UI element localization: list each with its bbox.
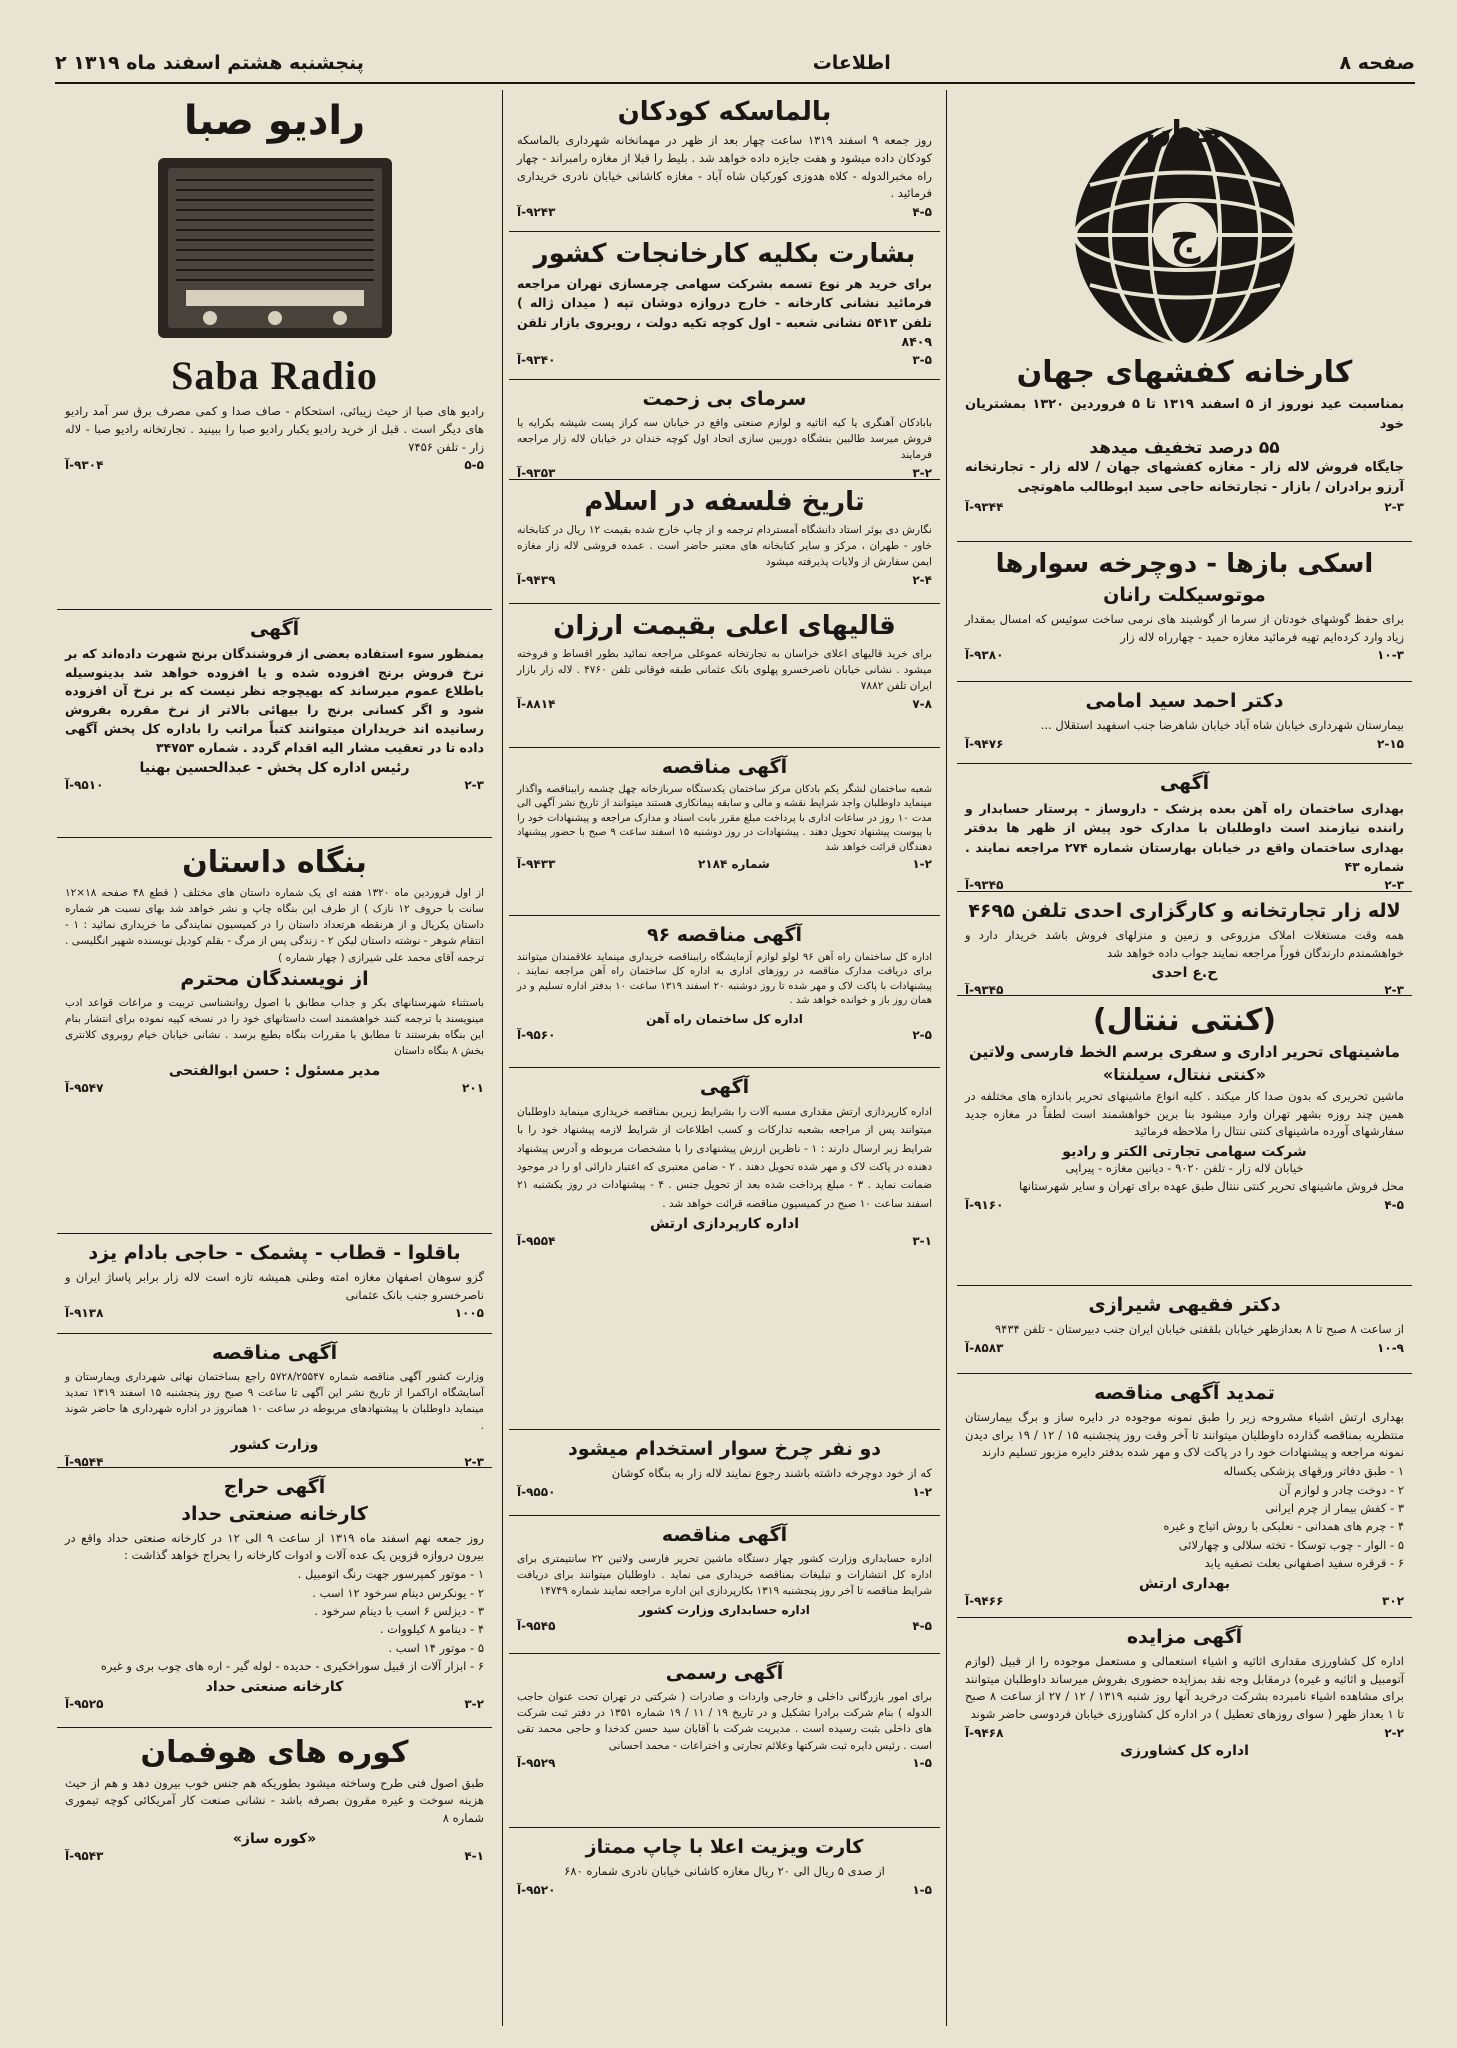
official-body: برای امور بازرگانی داخلی و خارجی واردات و صادرات ( شرکتی در تهران تحت عنوان حاجب الدوله ) بنام شرکت برادرا تشکیل و در تاریخ ۱۹ / ۱۱ / ۱۹ شماره ۱۳۵۱ در دفتر ثبت شرکت های داخلی بثبت رسیده است . مدیریت شرکت با آقایان سید حسن کدخدا و حاجی محمد تقی است . رئیس دایره ثبت شرکتها وعلائم تجارتی و اختراعات - محمد احسانی [517,1690,932,1752]
health-notice-ad [957,764,1412,892]
notice-title: آگهی [1159,772,1210,794]
radio-ad [57,90,492,610]
tender1-body: شعبه ساختمان لشگر یکم بادکان مرکز ساختمان یکدستگاه سربازخانه چهل چشمه راببناقصه واگذار مینماید داوطلبان واجد شرایط نقشه و مالی و سابقه پیمانکاری هستند میتوانند از تاریخ نشر آگهی الی مدت ۱۰ روز در ساعات اداری با پرداخت مبلغ مقرر بابت اسناد و مدارک مراجعه و پیشنهادات خود را با پیوست پیشنهاد تحویل دهند . پیشنهادات در روز دوشنبه ۱۵ اسفند ساعت ۹ صبح با حضور پیشنهاد دهندگان قرائت خواهد شد [517,783,933,853]
story-body2: باستثناء شهرستانهای بکر و جذاب مطابق با اصول روانشناسی تربیت و مراعات قواعد ادب مینویسند با ترجمه کنند خواهشمند است داستانهای خود را در نسخه کپیه نموده برای انتشار بنام این بنگاه بفرستند تا مطابق با مقررات بنگاه بطبع برسد . نشانی خیابان خیام روبروی کلانتری بخش ۸ بنگاه داستان [65,996,484,1058]
list-item: ۶ - قرقره سفید اصفهانی بعلت تصفیه یابد [1204,1556,1404,1571]
ad-code: ۴-۵ ۹۵۴۵-آ [517,1618,932,1633]
ad-code: ۱۰-۹ ۸۵۸۳-آ [965,1340,1404,1355]
ad-code: ۳-۲ ۹۵۲۵-آ [65,1696,484,1711]
list-item: ۶ - ابزار آلات از قبیل سوراخکیری - حدیده - لوله گیر - اره های چوب بری و غیره [100,1659,484,1674]
carpets-title: قالیهای اعلی بقیمت ارزان [553,611,896,641]
story-subtitle: از نویسندگان محترم [180,967,369,990]
list-item: ۵ - موتور ۱۴ اسب . [388,1640,484,1655]
doctor-body: بیمارستان شهرداری خیابان شاه آباد خیابان شاهرضا جنب اسفهبد استقلال ... [1040,717,1404,732]
auction2-subtitle: کارخانه صنعتی حداد [181,1502,368,1525]
tender2-title: آگهی مناقصه [661,1524,788,1546]
carpets-body: برای خرید قالیهای اعلای خراسان به تجارتخانه عموغلی مراجعه نمائید بطور اقساط و فروخته میشود . نشانی خیابان ناصرخسرو پهلوی بانک عثمانی طبقه فوقانی تلفن ۴۷۶۰ . لاله زار بازار ایران تلفن ۷۸۸۲ [517,647,932,693]
tender-ext-body: بهداری ارتش اشیاء مشروحه زیر را طبق نمونه موجوده در دایره ساز و برگ بیمارستان منتظریه بمناقصه گذارده داوطلبان میتوانند تا آخر وقت روز پنجشنبه ۱۵ / ۱۲ / ۱۹ برای دیدن نمونه مراجعه و پیشنهادات خود را در پاکت لاک و مهر شده بدفتر دایره مزبور تسلیم دارند [965,1409,1404,1460]
official-title: آگهی رسمی [665,1662,784,1684]
auction2-signature: کارخانه صنعتی حداد [205,1678,344,1695]
left-column [57,90,492,2026]
bikes-title: اسکی بازها - دوچرخه سوارها [995,549,1374,579]
notice-body: بهداری ساختمان راه آهن بعده پزشک - داروساز - پرستار حسابدار و راننده نیازمند است داوطلبان با مدارک خود پیش از ظهر ها بدفتر بهداری ساختمان واقع در خیابان بهارستان شماره ۲۷۴ مراجعه نمایند . شماره ۴۳ [965,800,1404,874]
auction-signature: اداره کل کشاورزی [1120,1743,1249,1760]
rice-body: بمنظور سوء استفاده بعضی از فروشندگان برنج شهرت داده‌اند که بر نرخ فروش برنج افزوده شده و یا افزوده خواهد شد بدینوسیله باطلاع عموم میرساند که بهیچوجه نظر نیست که بر نرخ آن افزوده شود و اگر کسانی برنج را بیهائی بالاتر از نرخ مقرره بفروش رسانیده اند خریداران میتوانند کتباً مراتب را باداره کل پخش آگهی داده تا در تعقیب مشار الیه اقدام گردد . شماره ۳۴۷۵۳ [65,645,484,755]
trade-title: لاله زار تجارتخانه و کارگزاری احدی تلفن ۴۶۹۵ [968,900,1401,922]
auction-ad [957,1618,1412,1798]
masquerade-body: روز جمعه ۹ اسفند ۱۳۱۹ ساعت چهار بعد از ظهر در مهمانخانه شهرداری بالماسکه کودکان داده میشود و هفت جایزه داده خواهد شد . بلیط را قبلا از مغازه رامبراند - چهار راه مخبرالدوله - کلاه هدوزی کورکیان شاه آباد - مغازه کاشانی خیابان نادری خریداری فرمائید . [517,132,932,201]
doctor-ad [957,682,1412,764]
factories-title: بشارت بکلیه کارخانجات کشور [533,239,916,269]
philosophy-body: نگارش دی بوئر استاد دانشگاه آمستردام ترجمه و از چاپ خارج شده بقیمت ۱۲ ریال در کتابخانه خاور - طهران ، مرکز و سایر کتابخانه های معتبر حاضر است . عمده فروشی لاله زار مغازه ایمن سفارش از ولایات پذیرفته میشود [517,523,932,569]
tender1-ad [509,748,940,916]
svg-text:ج: ج [1169,209,1200,263]
masquerade-title: بالماسکه کودکان [617,97,832,127]
masquerade-ad [509,90,940,232]
bikes-subtitle: موتوسیکلت رانان [1103,583,1266,606]
philosophy-ad [509,480,940,604]
shoes-title: کارخانه کفشهای جهان [1016,355,1353,390]
shoes-discount: ۵۵ درصد تخفیف میدهد [1089,437,1280,458]
trade-signature: ح.ع احدی [1151,965,1218,982]
sweets-title: باقلوا - قطاب - پشمک - حاجی بادام یزد [88,1242,461,1264]
tender3-body: وزارت کشور آگهی مناقصه شماره ۵۷۲۸/۲۵۵۴۷ راجع بساختمان نهائی شهرداری ویمارستان و آسایشگاه اراکمرا از تاریخ نشر این آگهی تا ساعت ۹ صبح روز پنجشنبه ۱۵ اسفند ۱۳۱۹ تمدید مینماید داوطلبان با پیشنهادهای مربوطه در ساعت ۱۰ همانروز در اداره شهرداری ها حاضر شوند . [65,1370,484,1432]
middle-column [502,90,947,2026]
notice2-body: اداره کارپردازی ارتش مقداری مسبه آلات را بشرایط زیرین بمناقصه خریداری مینماید داوطلبان میتوانند پس از مراجعه بشعبه تدارکات و کسب اطلاعات از شرایط لازمه پیشنهاد خود را با شرایط زیر ارسال دارند : ۱ - ناظرین ارزش پیشنهادی را با مشخصات مربوطه و آدرس پیشنهاد دهنده در پاکت لاک و مهر شده تحویل دهند . ۲ - ضامن معتبری که اعتبار دارائی او را در موجود ضمانت نماید . ۳ - مبلغ پرداخت شده بعد از تحویل جنس . ۴ - پیشنهادات در روز یکشنبه ۲۱ اسفند ساعت ۱۰ صبح در کمیسیون مناقصه قرائت خواهد شد . [517,1105,932,1210]
notice2-signature: اداره کارپردازی ارتش [649,1216,800,1233]
auction2-ad [57,1468,492,1728]
list-item: ۴ - چرم های همدانی - نعلبکی با روش اتیاج و غیره [1163,1519,1404,1534]
ad-code: ۱۰-۳ ۹۳۸۰-آ [965,648,1404,663]
ad-code: ۴-۵ ۹۱۶۰-آ [965,1197,1404,1212]
doctor-title: دکتر احمد سید امامی [1085,690,1284,712]
tender96-signature: اداره کل ساختمان راه آهن [646,1011,803,1026]
svg-text:جهان: جهان [1145,115,1224,150]
ad-code: ۵-۵ ۹۳۰۴-آ [65,458,484,473]
winter-body: بابادکان آهنگری یا کیه اثاثیه و لوازم صنعتی واقع در خیابان سه کراز پست شیشه بکرایه یا فروش میرسد طالبین بنشگاه دوربین سازی اتحاد اول کوچه خندان در خیابان لاله زار مراجعه فرمایند [517,416,932,462]
tender2-signature: اداره حسابداری وزارت کشور [639,1602,810,1617]
story-body: از اول فروردین ماه ۱۳۲۰ هفته ای یک شماره داستان های مختلف ( قطع ۴۸ صفحه ۱۸×۱۲ سانت با حروف ۱۲ نازک ) از طرف این بنگاه چاپ و نشر خواهد شد بهای نسبت هر شماره داستان یکریال و از هرنقطه هرتعداد داستان را در کمیسیون نمایندگی ما خریداری نمائید : ۱ - انتقام شوهر - نوشته داستان لیکن ۲ - زندگی پس از مرگ - بقلم کودیل نویسنده شهیر انگلیسی . ترجمه آقای محمد علی شیرازی ( چهار شماره ) [65,886,484,964]
cards-body: از صدی ۵ ریال الی ۲۰ ریال مغازه کاشانی خیابان نادری شماره ۶۸۰ [564,1863,885,1878]
list-item: ۲ - یونکرس دینام سرخود ۱۲ اسب . [312,1585,484,1600]
right-column [957,90,1412,2026]
trade-ad [957,892,1412,996]
cards-ad [509,1828,940,1920]
trade-body: همه وقت مستغلات املاک مزروعی و زمین و منزلهای فروش باشد خریدار دارد و خواهشمندم دارندگان فوراً مراجعه نمایند جواب داده خواهد شد [965,927,1404,960]
rice-ad [57,610,492,838]
tender-ext-title: تمدید آگهی مناقصه [1094,1382,1275,1404]
doctor2-title: دکتر فقیهی شیرازی [1088,1294,1281,1316]
official-ad [509,1654,940,1828]
list-item: ۱ - موتور کمپرسور جهت رنگ اتومبیل . [297,1567,484,1582]
tender3-ad [57,1334,492,1468]
shoes-stores: جایگاه فروش لاله زار - مغازه کفشهای جهان / لاله زار - تجارتخانه آرزو برادران / بازار - تجارتخانه حاجی سید ابوطالب ماهوتچی [965,459,1404,495]
ad-code: ۲-۱۵ ۹۴۷۶-آ [965,736,1404,751]
auction-title: آگهی مزایده [1126,1626,1243,1648]
ad-code: ۲-۳ ۹۵۴۴-آ [65,1454,484,1468]
ad-code: ۲-۳ ۹۳۴۵-آ [965,878,1404,892]
list-item: ۱ - طبق دفاتر ورقهای پزشکی یکساله [1223,1464,1404,1479]
carpets-ad [509,604,940,748]
kilns-ad [57,1728,492,1878]
sweets-ad [57,1234,492,1334]
ad-code: ۷-۸ ۸۸۱۴-آ [517,696,932,711]
continental-ad [957,996,1412,1286]
rice-title: آگهی [249,618,300,640]
ad-code: ۱-۵ ۹۵۲۹-آ [517,1755,932,1770]
list-item: ۴ - دینامو ۸ کیلووات . [379,1622,484,1637]
factories-body: برای خرید هر نوع تسمه بشرکت سهامی چرمسازی تهران مراجعه فرمائید نشانی کارخانه - خارج دروازه دوشان تپه ( میدان ژاله ) تلفن ۵۴۱۳ نشانی شعبه - اول کوچه تکیه دولت ، روبروی بازار تلفن ۸۴۰۹ [517,275,933,350]
auction2-title: آگهی حراج [223,1476,326,1498]
doctor2-body: از ساعت ۸ صبح تا ۸ بعدازظهر خیابان بلقفتی خیابان ایران جنب دبیرستان - تلفن ۹۴۳۴ [994,1321,1404,1336]
ad-code: ۲-۴ ۹۴۳۹-آ [517,572,932,587]
tender2-body: اداره حسابداری وزارت کشور چهار دستگاه ماشین تحریر فارسی ولاتین ۲۲ سانتیمتری برای اداره کل انتشارات و تبلیغات بمناقصه خریداری می نماید . داوطلبان میتوانند برای دریافت شرایط مناقصه تا آخر روز پنجشنبه ۱۳۱۹ بکارپردازی این اداره مراجعه نمایند شماره ۱۴۷۴۹ [517,1552,932,1598]
winter-ad [509,380,940,480]
tender-extension-ad [957,1374,1412,1618]
factories-ad [509,232,940,380]
page-header [55,44,1415,84]
ad-code: ۳-۱ ۹۵۵۴-آ [517,1234,932,1249]
ad-code: ۱۰۰۵ ۹۱۳۸-آ [65,1306,484,1321]
tender3-signature: وزارت کشور [230,1436,319,1453]
ad-code: ۳۰۲ ۹۴۶۶-آ [965,1593,1404,1608]
continental-title: (کنتی ننتال) [1092,1003,1277,1038]
auction2-body: روز جمعه نهم اسفند ماه ۱۳۱۹ از ساعت ۹ الی ۱۲ در کارخانه صنعتی حداد واقع در بیرون دروازه قزوین یک عده آلات و ادوات کارخانه را بحراج خواهد گذاشت : [65,1530,484,1563]
radio-set-icon [150,148,400,348]
ad-code: ۲۰۱ ۹۵۴۷-آ [65,1080,484,1095]
continental-note: محل فروش ماشینهای تحریر کنتی ننتال طبق عهده برای تهران و سایر شهرستانها [1019,1178,1404,1193]
list-item: ۳ - دیزلس ۶ اسب با دینام سرخود . [314,1604,484,1618]
kilns-title: کوره های هوفمان [140,1735,409,1770]
paper-name: اطلاعات [812,52,891,74]
philosophy-title: تاریخ فلسفه در اسلام [584,487,865,517]
ad-code: ۱-۲ شماره ۲۱۸۴ ۹۴۳۳-آ [517,857,932,872]
list-item: ۲ - دوخت چادر و لوازم آن [1278,1482,1404,1497]
issue-date: پنجشنبه هشتم اسفند ماه ۱۳۱۹ ۲ [55,52,364,74]
list-item: ۳ - کفش بیمار از چرم ایرانی [1265,1501,1404,1516]
bikes-ad [957,542,1412,682]
radio-brand-english: Saba Radio [171,353,378,398]
notice2-title: آگهی [699,1076,750,1098]
bikes-body: برای حفظ گوشهای خودتان از سرما از گوشبند های نرمی ساخت سوئیس که امسال بمقدار زیاد وارد کرده‌ایم تهیه فرمائید مغازه حمید - چهارراه لاله زار [965,611,1404,644]
continental-company: شرکت سهامی تجارتی الکتر و رادیو [1062,1144,1307,1161]
tender-ext-signature: بهداری ارتش [1138,1575,1231,1592]
auction-body: اداره کل کشاورزی مقداری اثاثیه و اشیاء استعمالی و مستعمل موجوده را از قبیل (لوازم آتومبیل و اثاثیه و غیره) درمقابل وجه نقد بمزایده حضوری بفروش میرساند داوطلبان میتوانند برای مشاهده اشیاء نامبرده بشرکت درخرید آنها روز شنبه ۱۳۱۹ / ۱۲ / ۲۷ از ساعت ۸ صبح تا ۱ بعداز ظهر ( سوای روزهای تعطیل ) در اداره کل کشاورزی خیابان فردوسی حاضر شوند [965,1653,1404,1722]
ad-code: ۴-۱ ۹۵۴۳-آ [65,1848,484,1863]
tender1-title: آگهی مناقصه [661,756,788,778]
page-number: صفحه ۸ [1339,52,1415,74]
notice2-ad [509,1068,940,1430]
ad-code: ۲-۳ ۹۳۴۵-آ [965,983,1404,996]
story-ad [57,838,492,1234]
shoes-ad [957,90,1412,542]
continental-subtitle2: «کنتی ننتال، سیلنتا» [1102,1064,1267,1084]
tender96-body: اداره کل ساختمان راه آهن ۹۶ لولو لوازم آزمایشگاه راببناقصه خریداری مینماید علاقمندان میتوانند برای دریافت مدارک مناقصه در روزهای اداری به اداره کل ساختمان راه آهن مراجعه نمایند . پیشنهادات با پاکت لاک و مهر شده تا روز دوشنبه ۲۰ اسفند ۱۳۱۹ ساعت ۱۰ بدفتر اداره تسلیم و در همان روز باز و خوانده خواهد شد . [517,951,932,1007]
story-title: بنگاه داستان [182,845,367,880]
ad-code: ۲-۳ ۹۳۴۴-آ [965,500,1404,515]
ad-code: ۳-۲ ۹۳۵۳-آ [517,465,932,480]
tender96-title: آگهی مناقصه ۹۶ [646,924,803,946]
ad-code: ۴-۵ ۹۲۴۳-آ [517,205,932,220]
tender3-title: آگهی مناقصه [211,1342,338,1364]
continental-body: ماشین تحریری که بدون صدا کار میکند . کلیه انواع ماشینهای تحریر باندازه های مختلفه در همین چند روزه بشهر تهران وارد میشود بنا برین خواهشمند است لطفاً در مغازه جدید سفارشهای آورده ماشینهای کنتی ننتال را ملاحظه فرمائید [965,1088,1404,1139]
rice-signature: رئیس اداره کل پخش - عبدالحسین بهنیا [139,760,410,777]
list-item: ۵ - الوار - چوب توسکا - تخته سلالی و چهارلائی [1178,1537,1404,1552]
radio-body: رادیو های صبا از حیث زیبائی، استحکام - صاف صدا و کمی مصرف برق سر آمد رادیو های دیگر است . قبل از خرید رادیو یکبار رادیو صبا را ببینید . تجارتخانه رادیو صبا - لاله زار - تلفن ۷۴۵۶ [65,404,484,454]
globe-logo-icon [1060,100,1310,350]
ad-code: ۳-۵ ۹۳۴۰-آ [517,353,932,368]
cyclist-title: دو نفر چرخ سوار استخدام میشود [567,1438,882,1460]
ad-code: ۱-۵ ۹۵۲۰-آ [517,1882,932,1897]
ad-code: ۲-۵ ۹۵۶۰-آ [517,1027,932,1042]
doctor2-ad [957,1286,1412,1374]
sweets-body: گزو سوهان اصفهان مغازه امته وطنی همیشه تازه است لاله زار برابر پاساژ ایران و ناصرخسرو جنب بانک عثمانی [65,1269,484,1302]
cyclist-ad [509,1430,940,1516]
ad-code: ۲-۳ ۹۵۱۰-آ [65,778,484,793]
ad-code: ۱-۲ ۹۵۵۰-آ [517,1484,932,1499]
cards-title: کارت ویزیت اعلا با چاپ ممتاز [585,1836,864,1858]
story-signature: مدیر مسئول : حسن ابوالفتحی [168,1062,381,1079]
tender2-ad [509,1516,940,1654]
radio-title: رادیو صبا [183,98,366,144]
kilns-body: طبق اصول فنی طرح وساخته میشود بطوریکه هم جنس خوب بیرون دهد و هم از حیث هزینه سوخت و غیره مقرون بصرفه باشد - نشانی صنعت کار آمریکائی کوچه تیموری شماره ۸ [65,1775,484,1826]
tender96-ad [509,916,940,1068]
kilns-signature: «کوره ساز» [232,1830,317,1847]
winter-title: سرمای بی زحمت [642,388,807,410]
continental-subtitle: ماشینهای تحریر اداری و سفری برسم الخط فارسی ولاتین [969,1042,1400,1061]
shoes-body: بمناسبت عید نوروز از ۵ اسفند ۱۳۱۹ تا ۵ فروردین ۱۳۲۰ بمشتریان خود [965,396,1404,432]
continental-address: خیابان لاله زار - تلفن ۹۰۲۰ - دیانین مغازه - پیراپی [1065,1161,1304,1176]
cyclist-body: که از خود دوچرخه داشته باشند رجوع نمایند لاله زار به بنگاه کوشان [611,1465,932,1480]
ad-code: ۲-۲ ۹۴۶۸-آ [965,1726,1404,1741]
